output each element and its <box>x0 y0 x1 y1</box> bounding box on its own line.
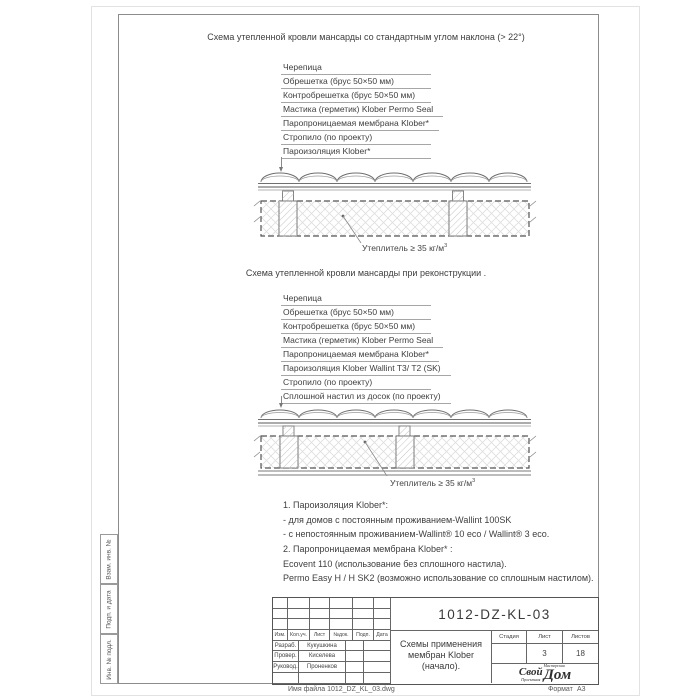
signer-row <box>273 651 391 662</box>
note-line: 2. Паропроницаемая мембрана Klober* : <box>283 544 453 554</box>
titleblock-cell <box>330 609 353 619</box>
titleblock-cell <box>353 619 374 630</box>
titleblock-cell <box>374 619 391 630</box>
title-block <box>272 597 599 685</box>
titleblock-cell <box>310 619 330 630</box>
signer-name: Киселева <box>299 651 346 662</box>
signer-name: Кукушкина <box>299 641 346 651</box>
layer-callout: Мастика (герметик) Klober Permo Seal <box>281 334 443 348</box>
stage-value-row <box>492 644 598 664</box>
insulation-note-2: Утеплитель ≥ 35 $кг/м^3$ <box>390 478 476 488</box>
document-number: 1012-DZ-KL-03 <box>390 598 598 631</box>
titleblock-cell <box>299 673 346 684</box>
layer-callout: Сплошной настил из досок (по проекту) <box>281 390 451 404</box>
note-line: - с непостоянным проживанием-Wallint® 10 eco / Wallint® 3 eco. <box>283 529 550 539</box>
logo-word-svoy: Свой <box>518 666 543 678</box>
titleblock-cell <box>273 609 288 619</box>
titleblock-cell <box>310 598 330 609</box>
format-value: А3 <box>577 686 586 693</box>
note-line: 1. Пароизоляция Klober*: <box>283 500 389 510</box>
layer-callout: Черепица <box>281 61 431 75</box>
col-ndok: №док. <box>330 630 353 641</box>
side-cell-vzam-inv: Взам. инв. № <box>100 534 118 584</box>
sheets-label: Листов <box>563 631 598 644</box>
layer-callout: Обрешетка (брус 50×50 мм) <box>281 306 431 320</box>
signer-row <box>273 673 391 684</box>
layer-callout: Стропило (по проекту) <box>281 131 431 145</box>
revision-row <box>273 598 391 609</box>
titleblock-cell <box>273 598 288 609</box>
titleblock-cell <box>364 651 391 662</box>
revision-row <box>273 619 391 630</box>
layer-callout: Мастика (герметик) Klober Permo Seal <box>281 103 443 117</box>
layer-callout: Контробрешетка (брус 50×50 мм) <box>281 320 431 334</box>
signer-role: Руковод. <box>273 662 299 673</box>
titleblock-cell <box>288 598 310 609</box>
note-line: - для домов с постоянным проживанием-Wallint 100SK <box>283 515 512 525</box>
scheme2-title: Схема утепленной кровли мансарды при реконструкции . <box>245 268 487 278</box>
file-name-label: Имя файла 1012_DZ_KL_03.dwg <box>288 686 395 693</box>
side-cell-inv-podl: Инв. № подл. <box>100 634 118 684</box>
titleblock-cell <box>364 641 391 651</box>
col-koluch: Кол.уч. <box>288 630 310 641</box>
scheme1-layer-list <box>281 61 481 161</box>
logo-right <box>544 664 571 684</box>
logo-word-dom: Дом <box>543 667 572 683</box>
titleblock-cell <box>353 609 374 619</box>
stage-label: Стадия <box>492 631 527 644</box>
titleblock-cell <box>346 673 364 684</box>
logo-left <box>519 667 543 684</box>
layer-callout: Пароизоляция Klober Wallint T3/ T2 (SK) <box>281 362 451 376</box>
titleblock-cell <box>346 641 364 651</box>
sheets-value: 18 <box>563 644 598 664</box>
signer-name: Проненков <box>299 662 346 673</box>
layer-callout: Контробрешетка (брус 50×50 мм) <box>281 89 431 103</box>
scheme1-title: Схема утепленной кровли мансарды со стандартным углом наклона (> 22°) <box>207 32 525 42</box>
signer-row <box>273 641 391 651</box>
sheet-value: 3 <box>527 644 563 664</box>
layer-callout: Стропило (по проекту) <box>281 376 431 390</box>
stage-header-row <box>492 631 598 644</box>
titleblock-cell <box>330 598 353 609</box>
titleblock-cell <box>374 609 391 619</box>
side-cell-podp-data: Подп. и дата <box>100 584 118 634</box>
layer-callout: Пароизоляция Klober* <box>281 145 431 159</box>
col-izm: Изм. <box>273 630 288 641</box>
titleblock-cell <box>374 598 391 609</box>
logo-word-proektnaya: Проектная <box>521 677 541 682</box>
signer-role: Разраб. <box>273 641 299 651</box>
signer-row <box>273 662 391 673</box>
titleblock-cell <box>330 619 353 630</box>
titleblock-cell <box>346 662 364 673</box>
titleblock-cell <box>273 619 288 630</box>
layer-callout: Обрешетка (брус 50×50 мм) <box>281 75 431 89</box>
layer-callout: Паропроницаемая мембрана Klober* <box>281 348 439 362</box>
titleblock-cell <box>310 609 330 619</box>
titleblock-cell <box>353 598 374 609</box>
titleblock-cell <box>346 651 364 662</box>
signer-role: Провер. <box>273 651 299 662</box>
titleblock-cell <box>273 673 299 684</box>
format-label: Формат <box>548 686 573 693</box>
titleblock-cell <box>288 609 310 619</box>
revision-row <box>273 609 391 619</box>
titleblock-header-row <box>273 630 391 641</box>
stage-value <box>492 644 527 664</box>
titleblock-cell <box>364 662 391 673</box>
scheme2-layer-list <box>281 292 481 407</box>
insulation-note-1: Утеплитель ≥ 35 $кг/м^3$ <box>362 243 448 253</box>
col-data: Дата <box>374 630 391 641</box>
col-podp: Подп. <box>353 630 374 641</box>
layer-callout: Паропроницаемая мембрана Klober* <box>281 117 439 131</box>
note-line: Ecovent 110 (использование без сплошного настила). <box>283 559 507 569</box>
titleblock-cell <box>364 673 391 684</box>
titleblock-cell <box>288 619 310 630</box>
document-title: Схемы применения мембран Klober (начало). <box>390 631 492 683</box>
sheet-label: Лист <box>527 631 563 644</box>
logo-word-masterskaya: Мастерская <box>543 663 565 668</box>
note-line: Permo Easy H / H SK2 (возможно использование со сплошным настилом). <box>283 573 594 583</box>
layer-callout: Черепица <box>281 292 431 306</box>
col-list: Лист <box>310 630 330 641</box>
company-logo <box>492 664 598 684</box>
